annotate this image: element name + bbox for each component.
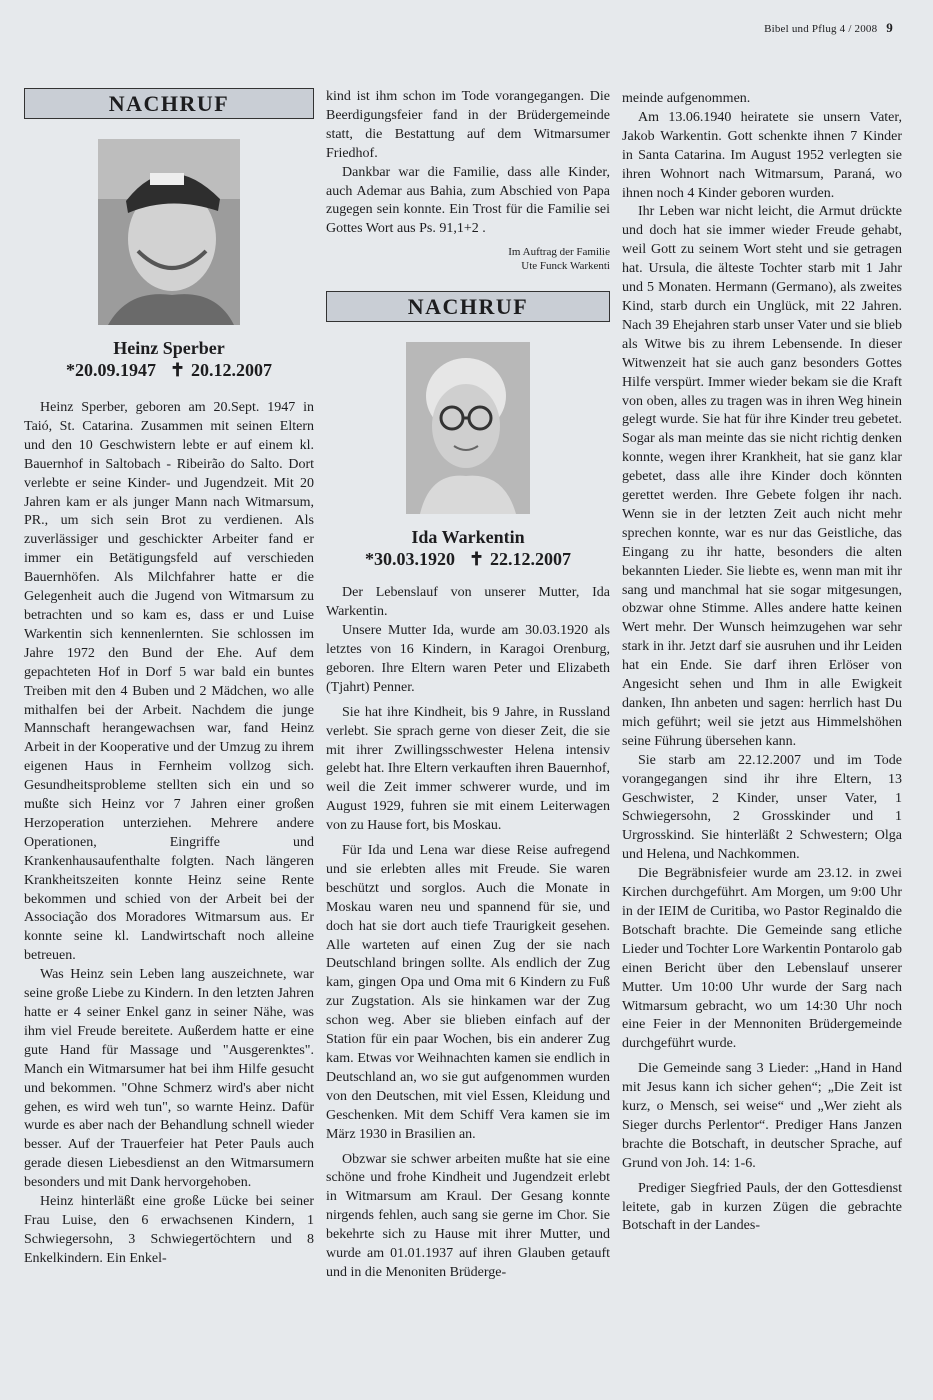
body-paragraph: Für Ida und Lena war diese Reise aufregend und sie erlebten alles mit Freude. Sie waren beschützt und sorglos. Auch die Monate in Moskau waren neu und spannend für sie, und doch hat sie dort auch tiefe Traurigkeit gesehen. Alle warteten auf einen Zug der sie nach Deutschland bringen sollte. Als endlich der Zug kam, gingen Opa und Oma mit 6 Kindern zu Fuß zur Zugstation. Als sie hinkamen war der Zug schon weg. Aber sie blieben einfach auf der Station für ein paar Wochen, bis ein anderer Zug kam. Etwas vor Weihnachten kamen sie endlich in Deutschland an, wo sie gut aufgenommen wurden von den Deutschen, mit viel Essen, Kleidung und Geschenken. Mit dem Schiff Vera kamen sie im März 1930 in Brasilien an.: [326, 843, 610, 1142]
magazine-title: Bibel und Pflug 4 / 2008: [764, 23, 878, 35]
page-number: 9: [886, 20, 893, 35]
death-date: 20.12.2007: [191, 360, 273, 380]
cross-icon: ✝: [169, 360, 186, 380]
column-right: [622, 90, 902, 1236]
body-paragraph: Die Gemeinde sang 3 Lieder: „Hand in Hand mit Jesus kann ich sicher gehen“; „Die Zeit ist kurz, o Mensch, sei weise“ und „Wer zieht als Sieger durchs Perlentor“. Prediger Hans Janzen brachte die Botschaft, in deutscher Sprache, auf Grund von Joh. 14: 1-6.: [622, 1061, 902, 1171]
birth-date: *30.03.1920: [364, 549, 455, 570]
person-name: Ida Warkentin: [411, 527, 525, 548]
body-paragraph: Die Begräbnisfeier wurde am 23.12. in zwei Kirchen durchgeführt. Am Morgen, um 9:00 Uhr in der IEIM de Curitiba, wo Pastor Reginaldo die Botschaft brachte. Die Gemeinde sang etliche Lieder und Tochter Lore Warkentin Pontarolo gab einen Bericht über den Lebenslauf unserer Mutter. Um 10:00 Uhr wurde der Sarg nach Witmarsum gebracht, wo um 14:30 Uhr noch eine Feier in der Mennoniten Brüdergemeinde durchgeführt wurde.: [622, 866, 902, 1052]
body-paragraph: Am 13.06.1940 heiratete sie unsern Vater, Jakob Warkentin. Gott schenkte ihnen 7 Kinder in Santa Catarina. Im August 1952 verlegten sie ihren Wohnort nach Witmarsum, Paraná, wo ihnen noch 4 Kinder geboren wurden.: [622, 109, 902, 201]
portrait-ida-image: [406, 342, 530, 514]
page-header: [764, 20, 893, 36]
life-dates: [326, 548, 610, 570]
body-paragraph: Sie hat ihre Kindheit, bis 9 Jahre, in Russland verlebt. Sie sprach gerne von dieser Zeit, die sie mit ihrer Zwillingsschwester Helena intensiv gelebt hat. Ihre Eltern verkauften ihren Bauernhof, weil die Zeit immer schwerer wurde, und im August 1929, fuhren sie mit einem Leiterwagen von zu Hause fort, bis Moskau.: [326, 704, 610, 834]
portrait-heinz-image: [98, 139, 240, 325]
portrait-ida: [406, 342, 530, 514]
column-left: [24, 88, 314, 1269]
signature: [326, 245, 610, 273]
body-paragraph: Heinz Sperber, geboren am 20.Sept. 1947 in Taió, St. Catarina. Zusammen mit seinen Eltern und den 10 Geschwistern lebte er auf einem kl. Bauernhof in Saltobach - Ribeirão do Salto. Dort verlebte er seine Kinder- und Jugendzeit. Mit 20 Jahren kam er als junger Mann nach Witmarsum, PR., um sich sein Brot zu verdienen. Als zuverlässiger und geschickter Arbeiter fand er immer ein Betätigungsfeld auf verschieden Bauernhöfen. Als Milchfahrer hatte er die Gelegenheit auch die Jugend von Witmarsum zu betrachten und so kam es, dass er und Luise Warkentin sich kennenlernten. Sie schlossen im Jahre 1972 den Bund der Ehe. Auf dem gepachteten Hof in Dorf 5 war bald ein buntes Treiben mit den 4 Buben und 2 Mädchen, wo alle mithalfen bei der Arbeit. Nachdem die junge Mannschaft herangewachsen war, fand Heinz Arbeit in der Kooperative und der Umzug zu ihrem eigenen Haus in Fernheim vollzog sich. Gesundheitsprobleme stellten sich ein und so mußte sich Heinz vor 7 Jahren einer großen Herzoperation unterziehen. Mehrere andere Operationen, Eingriffe und Krankenhausaufenthalte folgten. Nach längeren Krankheitszeiten konnte Heinz seine Rente bekommen und schied von der Arbeit bei der Associação dos Moradores Witmarsum aus. Er konnte seine kl. Landwirtschaft noch alleine betreuen.: [24, 400, 314, 964]
body-paragraph: Obzwar sie schwer arbeiten mußte hat sie eine schöne und frohe Kindheit und Jugendzeit erlebt in Witmarsum am Kraul. Der Gesang konnte nirgends fehlen, auch sang sie gerne im Chor. Sie bekehrte sich zu Hause mit ihrer Mutter, und wurde am 01.01.1937 auf ihren Glauben getauft und in die Menoniten Brüderge-: [326, 1151, 610, 1280]
body-paragraph: meinde aufgenommen.: [622, 91, 751, 106]
body-paragraph: Heinz hinterläßt eine große Lücke bei seiner Frau Luise, den 6 erwachsenen Kindern, 1 Schwiegersohn, 3 Schwiegertöchtern und 8 Enkelkindern. Ein Enkel-: [24, 1194, 314, 1266]
person-name: Heinz Sperber: [113, 338, 225, 358]
life-dates: [24, 359, 314, 381]
signature-line: Ute Funck Warkenti: [521, 260, 610, 273]
body-paragraph: Der Lebenslauf von unserer Mutter, Ida Warkentin.: [326, 585, 610, 620]
body-paragraph: Ihr Leben war nicht leicht, die Armut drückte und doch hat sie immer wieder Freude gehabt, weil Gott zu seinem Wort steht und sie getragen hat. Ursula, die älteste Tochter starb mit 1 Jahr und 5 Monaten. Hermann (Germano), als zweites Kind, starb durch ein Unglück, mit 22 Jahren. Nach 39 Ehejahren starb unser Vater und sie blieb als Witwe bis zu ihrem Lebensende. In dieser Witwenzeit hat sie auch ganz besonders Gottes Hilfe verspürt. Immer wieder bekam sie die Kraft von oben, alles zu tragen was in ihren Weg hinein gelegt wurde. Sie hat für ihre Kinder treu gebetet. Sogar als man meinte das sie nicht richtig denken konnte, wegen ihrer Krankheit, hat sie ganz klar gebetet, dass alle ihre Kinder doch könnten gerettet werden. Ihre Gebete folgen ihr nach. Wenn sie in der letzten Zeit auch nicht mehr sprechen konnte, war es nur das Geistliche, das Eingang zu ihr hatte, besonders die alten bekannten Lieder. Sie liebte es, wenn man mit ihr sang und manchmal hat sie sogar mitgesungen, obzwar ohne Stimme. Alles andere hatte keinen Wert mehr. Der Wunsch heimzugehen war sehr stark in ihr. Jetzt darf sie ausruhen und ihr Leiden hat ein Ende. Sie darf ihren Erlöser von Angesicht sehen und Ihm in alle Ewigkeit danken, Ihn anbeten und sagen: herrlich hast Du mich geführt; weil sie jetzt aus Himmelshöhen seine Führung übersehen kann.: [622, 204, 902, 749]
obituary-banner: NACHRUF: [326, 291, 610, 322]
body-paragraph: kind ist ihm schon im Tode vorangegangen. Die Beerdigungsfeier fand in der Brüdergemeinde statt, die Bestattung auf dem Witmarsumer Friedhof.: [326, 89, 610, 161]
signature-line: Im Auftrag der Familie: [508, 246, 610, 259]
cross-icon: ✝: [468, 549, 485, 570]
body-paragraph: Unsere Mutter Ida, wurde am 30.03.1920 als letztes von 16 Kindern, in Karagoi Orenburg, geboren. Ihre Eltern waren Peter und Elizabeth (Tjahrt) Penner.: [326, 623, 610, 695]
body-paragraph: Dankbar war die Familie, dass alle Kinder, auch Ademar aus Bahia, zum Abschied von Papa zugegen sein konnte. Ein Trost für die Familie sei Gottes Wort aus Ps. 91,1+2 .: [326, 164, 610, 237]
body-paragraph: Prediger Siegfried Pauls, der den Gottesdienst leitete, gab in kurzen Zügen die gebrachte Botschaft in der Landes-: [622, 1180, 902, 1234]
body-paragraph: Was Heinz sein Leben lang auszeichnete, war seine große Liebe zu Kindern. In den letzten Jahren hatte er 4 seiner Enkel ganz in seiner Nähe, was ihm viel Freude bereitete. Außerdem hatte er eine gute Hand für Massage und "Ausgerenktes". Manch ein Witmarsumer hat bei ihm Hilfe gesucht und bekommen. "Ohne Schmerz wird's aber nicht gehen, es wird weh tun", so warnte Heinz. Dafür wurde es aber nach der Behandlung schnell wieder besser. Auf der Trauerfeier hat Peter Pauls auch gerade diesen Liebesdienst an den Witmarsumern besonders und mit Dank hervorgehoben.: [24, 967, 314, 1191]
obituary-banner: NACHRUF: [24, 88, 314, 119]
body-paragraph: Sie starb am 22.12.2007 und im Tode vorangegangen sind ihr ihre Eltern, 13 Geschwister, 2 Kinder, unser Vater, 1 Schwiegersohn, 2 Grosskinder und 1 Urgrosskind. Sie hinterläßt 2 Schwestern; Olga und Helena, und Nachkommen.: [622, 752, 902, 863]
death-date: 22.12.2007: [490, 549, 572, 570]
column-middle: [326, 88, 610, 1283]
birth-date: *20.09.1947: [65, 360, 156, 380]
portrait-heinz: [98, 139, 240, 325]
